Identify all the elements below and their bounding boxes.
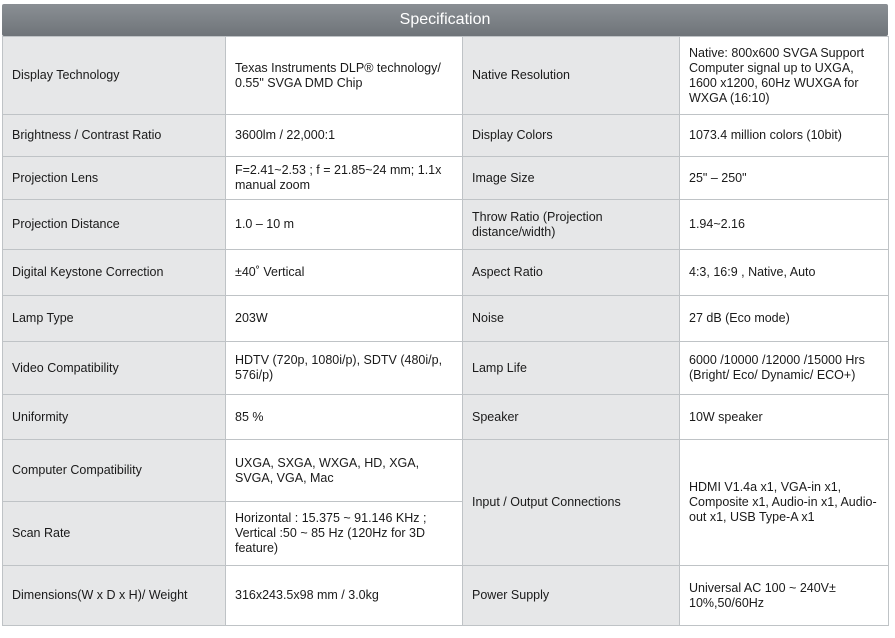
spec-title: Specification: [399, 11, 491, 28]
table-row: [3, 342, 889, 395]
table-row: [3, 200, 889, 250]
spec-value: 1.0 – 10 m: [226, 200, 463, 250]
spec-value: UXGA, SXGA, WXGA, HD, XGA, SVGA, VGA, Mac: [226, 440, 463, 502]
table-row: [3, 395, 889, 440]
spec-value: 3600lm / 22,000:1: [226, 115, 463, 157]
spec-value: 10W speaker: [680, 395, 889, 440]
spec-label: Input / Output Connections: [463, 440, 680, 566]
table-row: [3, 37, 889, 115]
spec-label: Digital Keystone Correction: [3, 250, 226, 296]
spec-value: 203W: [226, 296, 463, 342]
table-row: [3, 296, 889, 342]
spec-label: Lamp Life: [463, 342, 680, 395]
spec-label: Computer Compatibility: [3, 440, 226, 502]
spec-value: Universal AC 100 ~ 240V± 10%,50/60Hz: [680, 566, 889, 626]
spec-label: Display Colors: [463, 115, 680, 157]
spec-label: Dimensions(W x D x H)/ Weight: [3, 566, 226, 626]
spec-value: HDTV (720p, 1080i/p), SDTV (480i/p, 576i/p): [226, 342, 463, 395]
spec-value: Native: 800x600 SVGA Support Computer signal up to UXGA, 1600 x1200, 60Hz WUXGA for WXGA (16:10): [680, 37, 889, 115]
table-row: [3, 440, 889, 502]
spec-label: Power Supply: [463, 566, 680, 626]
spec-label: Aspect Ratio: [463, 250, 680, 296]
spec-label: Display Technology: [3, 37, 226, 115]
spec-value: 6000 /10000 /12000 /15000 Hrs (Bright/ Eco/ Dynamic/ ECO+): [680, 342, 889, 395]
spec-value: 27 dB (Eco mode): [680, 296, 889, 342]
spec-label: Projection Lens: [3, 157, 226, 200]
spec-label: Throw Ratio (Projection distance/width): [463, 200, 680, 250]
table-row: [3, 250, 889, 296]
table-row: [3, 566, 889, 626]
spec-table: [2, 36, 889, 626]
spec-label: Brightness / Contrast Ratio: [3, 115, 226, 157]
spec-value: 85 %: [226, 395, 463, 440]
spec-label: Native Resolution: [463, 37, 680, 115]
spec-label: Speaker: [463, 395, 680, 440]
spec-value: 1073.4 million colors (10bit): [680, 115, 889, 157]
spec-header: [2, 4, 888, 36]
table-row: [3, 115, 889, 157]
spec-label: Uniformity: [3, 395, 226, 440]
table-row: [3, 157, 889, 200]
spec-value: F=2.41~2.53 ; f = 21.85~24 mm; 1.1x manual zoom: [226, 157, 463, 200]
spec-label: Video Compatibility: [3, 342, 226, 395]
spec-label: Scan Rate: [3, 502, 226, 566]
spec-label: Lamp Type: [3, 296, 226, 342]
spec-label: Image Size: [463, 157, 680, 200]
spec-value: 316x243.5x98 mm / 3.0kg: [226, 566, 463, 626]
spec-value: HDMI V1.4a x1, VGA-in x1, Composite x1, Audio-in x1, Audio-out x1, USB Type-A x1: [680, 440, 889, 566]
spec-label: Noise: [463, 296, 680, 342]
spec-label: Projection Distance: [3, 200, 226, 250]
spec-value: Texas Instruments DLP® technology/ 0.55" SVGA DMD Chip: [226, 37, 463, 115]
spec-value: ±40˚ Vertical: [226, 250, 463, 296]
spec-value: Horizontal : 15.375 ~ 91.146 KHz ; Vertical :50 ~ 85 Hz (120Hz for 3D feature): [226, 502, 463, 566]
spec-value: 25" – 250": [680, 157, 889, 200]
spec-value: 4:3, 16:9 , Native, Auto: [680, 250, 889, 296]
spec-value: 1.94~2.16: [680, 200, 889, 250]
